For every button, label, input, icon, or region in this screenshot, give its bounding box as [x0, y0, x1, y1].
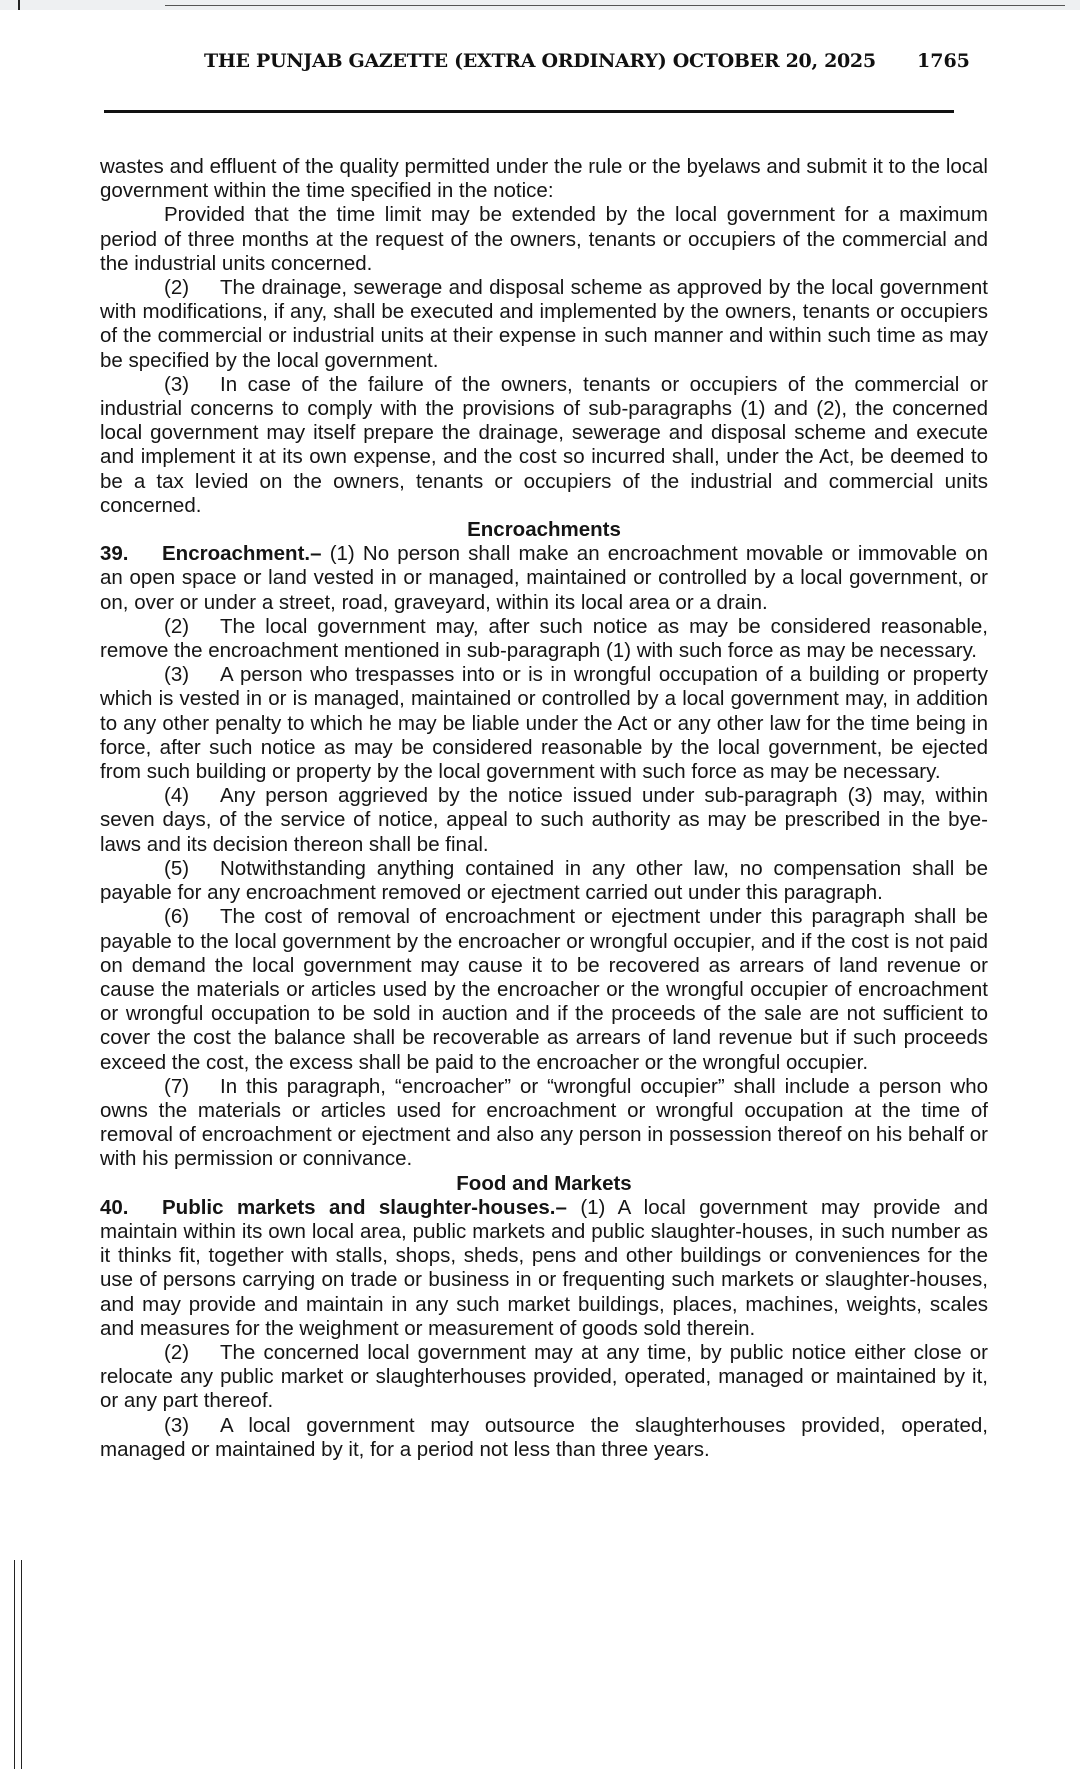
document-body — [100, 155, 988, 1462]
proviso-paragraph: Provided that the time limit may be extended by the local government for a maximum period of three months at the request of the owners, tenants or occupiers of the commercial and the industrial units concerned. — [100, 203, 988, 275]
subparagraph-3: (3) In case of the failure of the owners, tenants or occupiers of the commercial or industrial concerns to comply with the provisions of sub-paragraphs (1) and (2), the concerned local government may itself prepare the drainage, sewerage and disposal scheme and execute and implement it at its own expense, and the cost so incurred shall, under the Act, be deemed to be a tax levied on the owners, tenants or occupiers of the industrial and commercial units concerned. — [100, 372, 988, 517]
subparagraph-2: (2) The drainage, sewerage and disposal scheme as approved by the local government with modifications, if any, shall be executed and implemented by the owners, tenants or occupiers of the commercial or industrial units at their expense in such manner and within such time as may be specified by the local government. — [100, 276, 988, 372]
paragraph-continuation: wastes and effluent of the quality permitted under the rule or the byelaws and submit it to the local government within the time specified in the notice: — [100, 155, 988, 203]
section-39: 39. Encroachment.– (1) No person shall make an encroachment movable or immovable on an open space or land vested in or managed, maintained or controlled by a local government, or on, over or under a street, road, graveyard, within its local area or a drain. — [100, 542, 989, 614]
top-bar-tick — [18, 0, 20, 10]
section-40-sub-3: (3) A local government may outsource the slaughterhouses provided, operated, managed or maintained by it, for a period not less than three years. — [100, 1413, 988, 1461]
section-39-sub-3: (3) A person who trespasses into or is in wrongful occupation of a building or property which is vested in or is managed, maintained or controlled by a local government may, in addition to any other penalty to which he may be liable under the Act or any other law for the time being in force, after such notice as may be considered reasonable by the local government, be ejected from such building or property by the local government with such force as may be necessary. — [100, 663, 988, 784]
section-39-sub-4: (4) Any person aggrieved by the notice issued under sub-paragraph (3) may, within seven days, of the service of notice, appeal to such authority as may be prescribed in the bye-laws and its decision thereon shall be final. — [100, 784, 988, 856]
gazette-header — [100, 50, 980, 112]
top-bar — [0, 0, 1080, 10]
gazette-title: THE PUNJAB GAZETTE (EXTRA ORDINARY) OCTOBER 20, 2025 — [204, 50, 876, 72]
header-rule — [104, 110, 954, 113]
section-39-sub-5: (5) Notwithstanding anything contained in any other law, no compensation shall be payable for any encroachment removed or ejectment carried out under this paragraph. — [100, 856, 988, 905]
section-40-sub-2: (2) The concerned local government may at any time, by public notice either close or relocate any public market or slaughterhouses provided, operated, managed or maintained by it, or any part thereof. — [100, 1340, 988, 1413]
top-bar-rule — [165, 5, 1065, 6]
section-heading-food-markets: Food and Markets — [456, 1171, 632, 1195]
section-heading-encroachments: Encroachments — [467, 518, 621, 542]
section-39-sub-6: (6) The cost of removal of encroachment or ejectment under this paragraph shall be payable to the local government by the encroacher or wrongful occupier, and if the cost is not paid on demand the local government may cause it to be recovered as arrears of land revenue or cause the materials or articles used by the encroacher or the wrongful occupier of encroachment or wrongful occupation to be sold in auction and if the proceeds of the sale are not sufficient to cover the cost the balance shall be recoverable as arrears of land revenue but if such proceeds exceed the cost, the excess shall be paid to the encroacher or the wrongful occupier. — [100, 905, 988, 1074]
section-39-sub-7: (7) In this paragraph, “encroacher” or “wrongful occupier” shall include a person who owns the materials or articles used for encroachment or wrongful occupation at the time of removal of encroachment or ejectment and also any person in possession thereof on his behalf or with his permission or connivance. — [100, 1074, 988, 1171]
page-number: 1765 — [917, 50, 970, 72]
section-39-sub-2: (2) The local government may, after such notice as may be considered reasonable, remove the encroachment mentioned in sub-paragraph (1) with such force as may be necessary. — [100, 614, 988, 663]
page-edge-border — [14, 1560, 22, 1769]
section-40: 40. Public markets and slaughter-houses.– (1) A local government may provide and maintain within its own local area, public markets and public slaughter-houses, in such number as it thinks fit, together with stalls, shops, sheds, pens and other buildings or conveniences for the use of persons carrying on trade or business in or frequenting such markets or slaughter-houses, and may provide and maintain in any such market buildings, places, machines, weights, scales and measures for the weighment or measurement of goods sold therein. — [100, 1195, 988, 1340]
